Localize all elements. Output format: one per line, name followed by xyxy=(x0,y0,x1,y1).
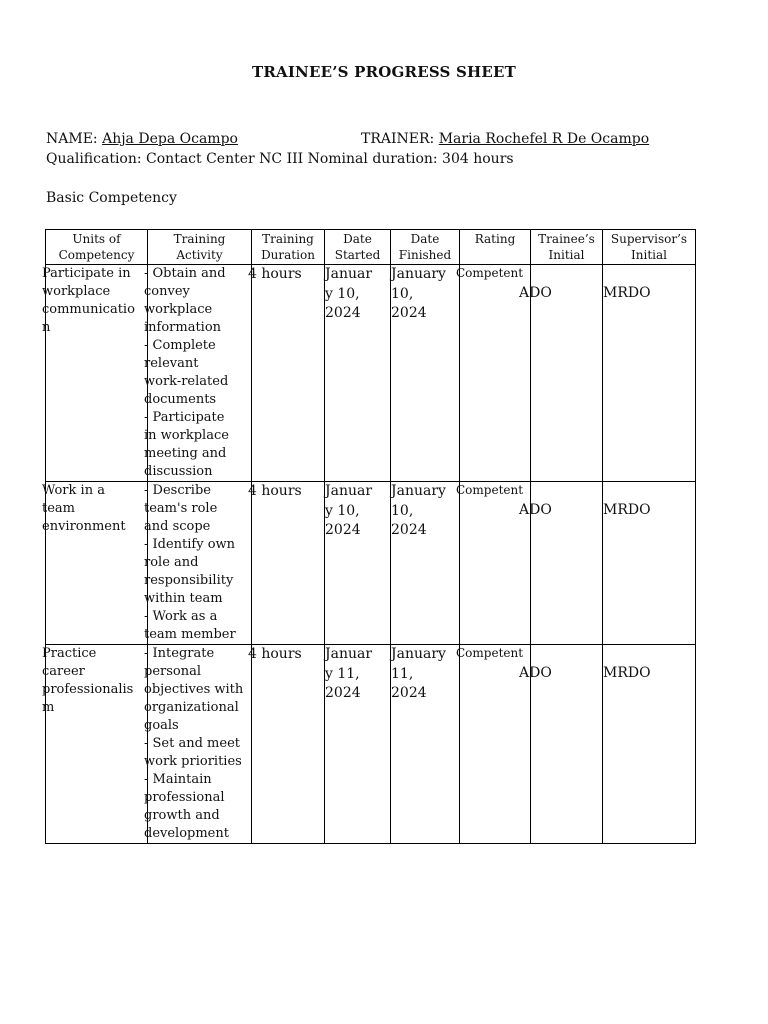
activity-cell: - Integrate personal objectives with organizational goals - Set and meet work priorities - Maintain professional growth and development xyxy=(144,646,244,841)
unit-cell: Participate in workplace communicatio n xyxy=(42,266,135,335)
trainer-label: TRAINER: xyxy=(361,131,439,147)
date-started-cell: Januar y 11, 2024 xyxy=(325,646,373,701)
duration-cell: 4 hours xyxy=(248,646,302,662)
header-units: Units of Competency xyxy=(46,230,148,265)
progress-table xyxy=(42,229,696,844)
name-line xyxy=(46,131,238,147)
header-activity: Training Activity xyxy=(148,230,252,265)
activity-cell: - Obtain and convey workplace information - Complete relevant work-related documents - Participate in workplace meeting and discussion xyxy=(144,266,229,479)
date-started-cell: Januar y 10, 2024 xyxy=(325,266,373,321)
page-title: TRAINEE’S PROGRESS SHEET xyxy=(251,63,517,81)
table-row xyxy=(46,265,696,482)
trainee-initial-cell: ADO xyxy=(519,285,552,301)
qualification-line: Qualification: Contact Center NC III Nominal duration: 304 hours xyxy=(46,151,514,167)
date-finished-cell: January 11, 2024 xyxy=(391,646,446,701)
trainer-line xyxy=(361,131,649,147)
section-label: Basic Competency xyxy=(46,190,177,206)
duration-cell: 4 hours xyxy=(248,483,302,499)
supervisor-initial-cell: MRDO xyxy=(603,665,651,681)
date-started-cell: Januar y 10, 2024 xyxy=(325,483,373,538)
name-label: NAME: xyxy=(46,131,103,147)
header-started: Date Started xyxy=(325,230,391,265)
header-trainee-initial: Trainee’s Initial xyxy=(531,230,603,265)
unit-cell: Practice career professionalis m xyxy=(42,646,134,715)
rating-cell: Competent xyxy=(456,266,524,280)
duration-cell: 4 hours xyxy=(248,266,302,282)
supervisor-initial-cell: MRDO xyxy=(603,502,651,518)
header-duration: Training Duration xyxy=(252,230,325,265)
rating-cell: Competent xyxy=(456,646,524,660)
activity-cell: - Describe team's role and scope - Identify own role and responsibility within team - Work as a team member xyxy=(144,483,236,642)
supervisor-initial-cell: MRDO xyxy=(603,285,651,301)
trainee-initial-cell: ADO xyxy=(519,665,552,681)
table-row xyxy=(46,482,696,645)
header-finished: Date Finished xyxy=(391,230,460,265)
header-rating: Rating xyxy=(460,230,531,265)
trainee-initial-cell: ADO xyxy=(519,502,552,518)
date-finished-cell: January 10, 2024 xyxy=(391,266,446,321)
header-supervisor-initial: Supervisor’s Initial xyxy=(603,230,696,265)
table-row xyxy=(46,645,696,844)
rating-cell: Competent xyxy=(456,483,524,497)
trainer-name: Maria Rochefel R De Ocampo xyxy=(438,131,650,147)
trainee-name: Ahja Depa Ocampo xyxy=(102,131,238,147)
unit-cell: Work in a team environment xyxy=(42,483,126,534)
header-row xyxy=(46,230,696,265)
date-finished-cell: January 10, 2024 xyxy=(391,483,446,538)
